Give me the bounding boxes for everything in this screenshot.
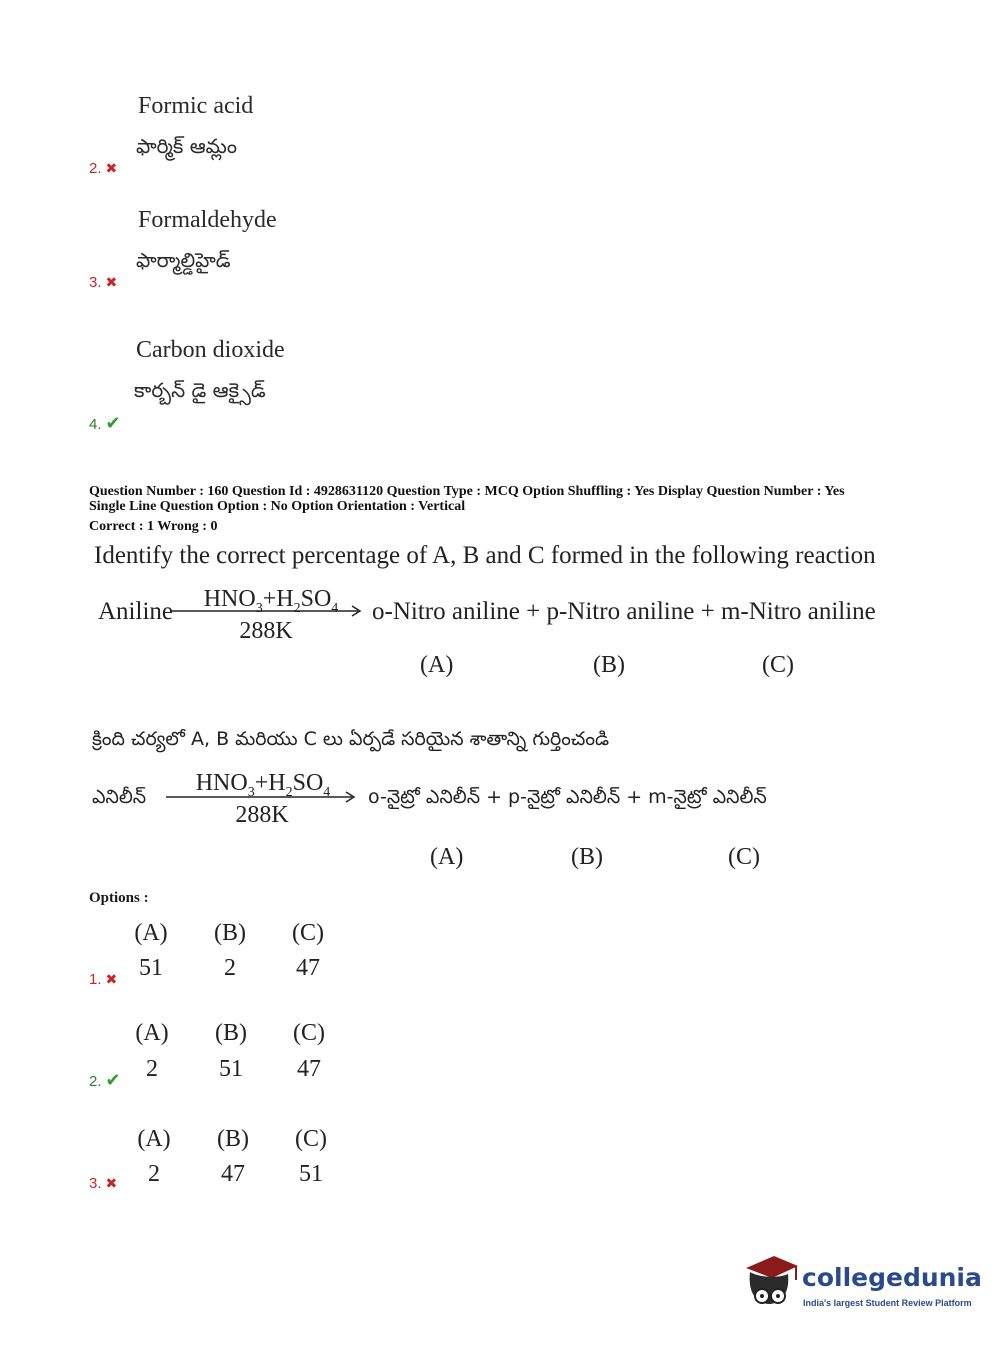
option-text-te: కార్బన్ డై ఆక్సైడ్ — [134, 378, 266, 402]
option-number: 3. — [89, 274, 102, 291]
options-label: Options : — [89, 890, 149, 906]
option-value: 51 — [219, 1056, 243, 1082]
option-number-row[interactable] — [89, 1070, 121, 1091]
reagent-label: $HNO_3+H_2SO_4$ — [195, 770, 331, 800]
question-text-te: క్రింది చర్యలో A, B మరియు C లు ఏర్పడే సరియైన శాతాన్ని గుర్తించండి — [92, 728, 610, 750]
option-number: 2. — [89, 160, 102, 177]
reactant-te: ఎనిలీన్ — [92, 786, 147, 808]
option-header: (A) — [134, 920, 168, 946]
reaction-arrow-icon — [172, 604, 364, 618]
logo-mascot-icon — [740, 1250, 800, 1316]
option-value: 47 — [297, 1056, 321, 1082]
option-header: (B) — [215, 1020, 247, 1046]
option-value: 51 — [139, 955, 163, 981]
product-label: (C) — [762, 652, 794, 678]
option-number: 3. — [89, 1175, 102, 1192]
option-number-row — [89, 413, 121, 434]
option-number-row[interactable] — [89, 1175, 117, 1193]
option-text-te: ఫార్మిక్ ఆమ్లం — [136, 134, 237, 158]
option-header: (A) — [137, 1126, 171, 1152]
wrong-mark-icon: ✖ — [105, 161, 118, 177]
products-te: o-నైట్రో ఎనిలీన్ + p-నైట్రో ఎనిలీన్ + m-నైట్రో ఎనిలీన్ — [368, 786, 767, 808]
option-header: (C) — [295, 1126, 327, 1152]
condition-label: 288K — [235, 802, 289, 828]
question-meta-line: Question Number : 160 Question Id : 4928631120 Question Type : MCQ Option Shuffling : Yes Display Question Number : Yes — [89, 484, 845, 499]
wrong-mark-icon: ✖ — [105, 972, 118, 988]
reagent-label: $HNO_3+H_2SO_4$ — [203, 586, 339, 616]
question-meta-line: Single Line Question Option : No Option Orientation : Vertical — [89, 499, 466, 514]
option-header: (B) — [217, 1126, 249, 1152]
option-value: 47 — [296, 955, 320, 981]
option-value: 2 — [224, 955, 236, 981]
option-number: 1. — [89, 971, 102, 988]
products-en: o-Nitro aniline + p-Nitro aniline + m-Nitro aniline — [372, 598, 876, 625]
option-header: (A) — [135, 1020, 169, 1046]
option-number: 4. — [89, 416, 102, 433]
option-value: 2 — [146, 1056, 158, 1082]
option-number-row — [89, 160, 117, 178]
question-score-line: Correct : 1 Wrong : 0 — [89, 519, 218, 534]
option-number: 2. — [89, 1073, 102, 1090]
product-label: (A) — [430, 844, 464, 870]
option-value: 51 — [299, 1161, 323, 1187]
reactant-en: Aniline — [98, 598, 173, 625]
option-header: (C) — [292, 920, 324, 946]
option-text-te: ఫార్మాల్డిహైడ్ — [136, 248, 231, 272]
wrong-mark-icon: ✖ — [105, 1176, 118, 1192]
product-label: (A) — [420, 652, 454, 678]
wrong-mark-icon: ✖ — [105, 275, 118, 291]
option-number-row — [89, 274, 117, 292]
product-label: (C) — [728, 844, 760, 870]
option-value: 47 — [221, 1161, 245, 1187]
option-text-en: Formaldehyde — [138, 207, 277, 233]
product-label: (B) — [593, 652, 625, 678]
option-header: (B) — [214, 920, 246, 946]
logo-tagline: India's largest Student Review Platform — [803, 1298, 972, 1308]
product-label: (B) — [571, 844, 603, 870]
option-header: (C) — [293, 1020, 325, 1046]
correct-check-icon: ✔ — [105, 413, 121, 434]
option-text-en: Formic acid — [138, 93, 254, 119]
correct-check-icon: ✔ — [105, 1070, 121, 1091]
option-text-en: Carbon dioxide — [136, 337, 285, 363]
option-number-row[interactable] — [89, 971, 117, 989]
condition-label: 288K — [239, 618, 293, 644]
option-value: 2 — [148, 1161, 160, 1187]
logo-wordmark: collegedunia — [802, 1263, 982, 1292]
question-text-en: Identify the correct percentage of A, B and C formed in the following reaction — [94, 542, 876, 569]
